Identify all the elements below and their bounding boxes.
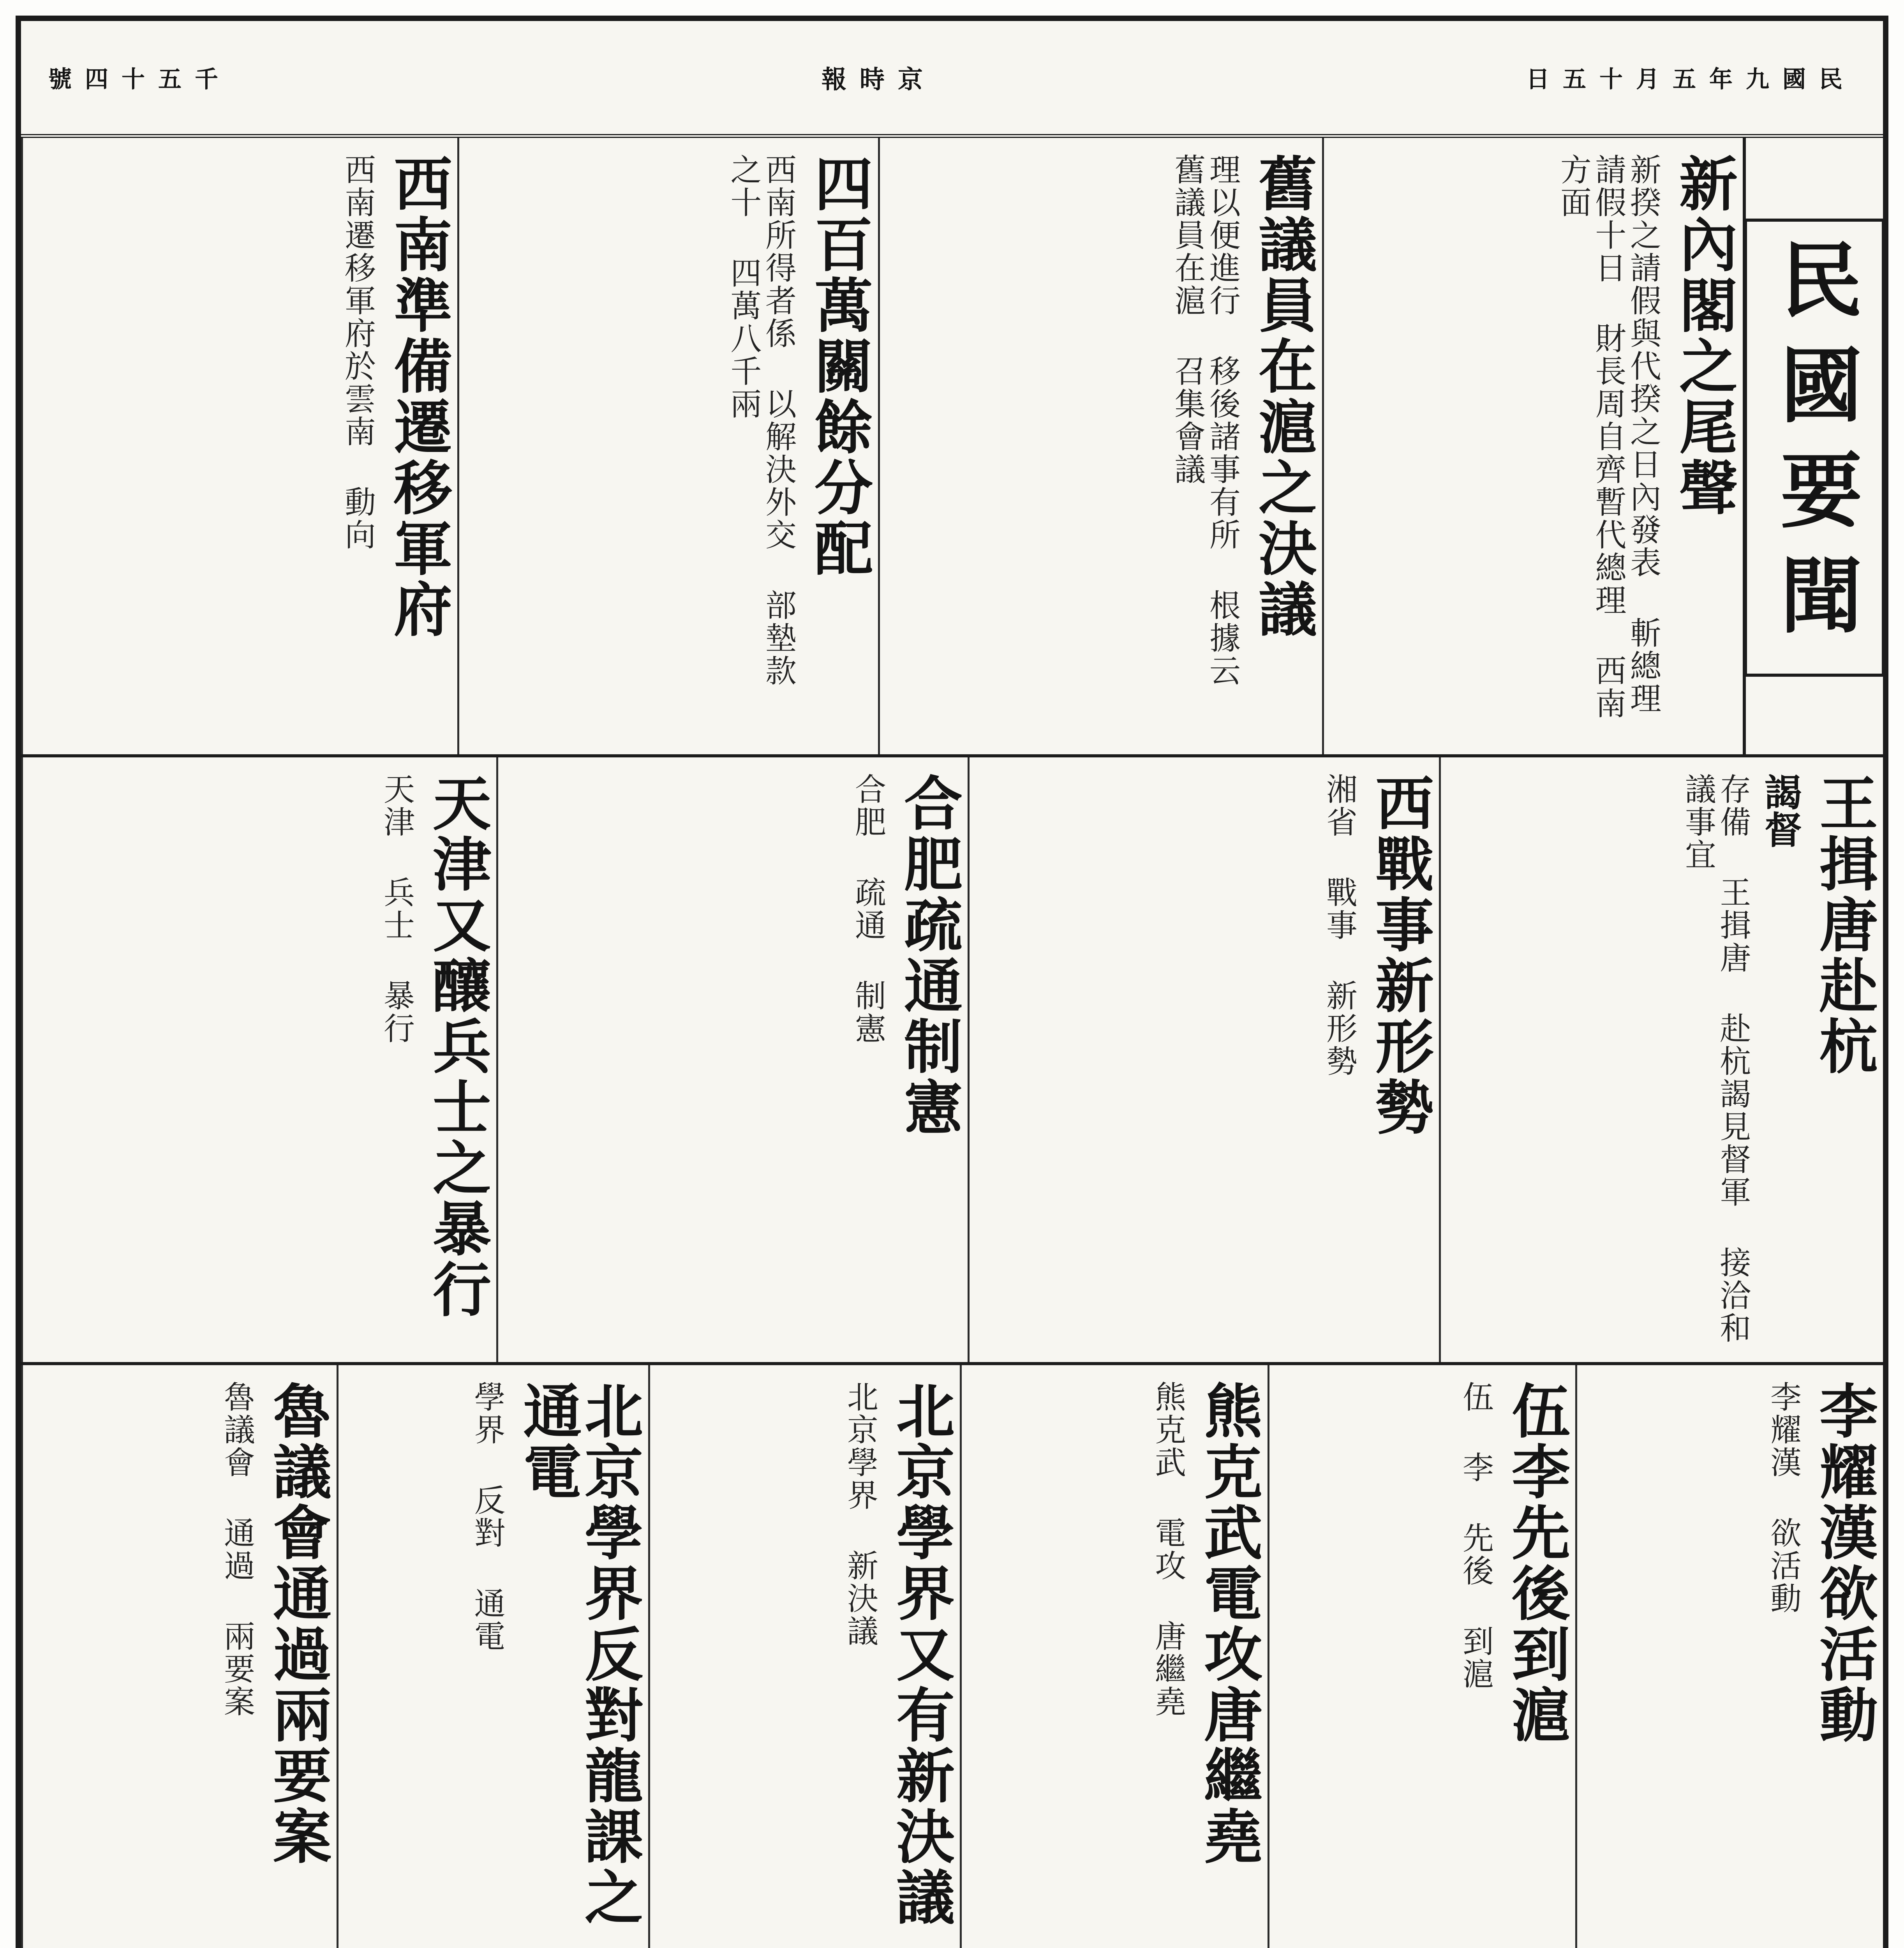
- band-3: [21, 1365, 1883, 1948]
- article-headline: 北京學界又有新決議: [886, 1381, 954, 1928]
- article-old-parliament: [878, 138, 1322, 754]
- article-body: 熊克武 電攻 唐繼堯: [1149, 1381, 1186, 1718]
- article-xiong-kewu: [960, 1365, 1268, 1948]
- article-headline: 新內閣之尾聲: [1669, 154, 1737, 518]
- article-subhead: 謁督: [1758, 773, 1802, 848]
- issue-date: 日五十月五年九國民: [1526, 66, 1856, 93]
- article-headline: 天津又釀兵士之暴行: [423, 773, 490, 1320]
- article-wu-li-shanghai: [1268, 1365, 1575, 1948]
- article-southwest-move: [21, 138, 457, 754]
- article-body: 合肥 疏通 制憲: [850, 773, 886, 1045]
- article-body: 李耀漢 欲活動: [1765, 1381, 1802, 1615]
- masthead: [21, 21, 1883, 138]
- article-headline: 李耀漢欲活動: [1809, 1381, 1877, 1745]
- article-body: 新揆之請假與代揆之日內發表 斬總理請假十日 財長周自齊暫代總理 西南方面: [1555, 154, 1661, 720]
- article-headline: 熊克武電攻唐繼堯: [1194, 1381, 1262, 1867]
- article-body: 西南遷移軍府於雲南 動向: [339, 154, 376, 551]
- article-body: 伍 李 先後 到滬: [1457, 1381, 1494, 1690]
- article-body: 理以便進行 移後諸事有所 根據云 舊議員在滬 召集會議: [1169, 154, 1241, 687]
- article-body: 北京學界 新決議: [842, 1381, 878, 1648]
- article-beijing-students: [648, 1365, 960, 1948]
- band-2: [21, 757, 1883, 1365]
- article-body: 湘省 戰事 新形勢: [1321, 773, 1357, 1078]
- paper-name: 報時京: [822, 65, 936, 94]
- article-li-yaohan: [1575, 1365, 1883, 1948]
- article-headline: 伍李先後到滬: [1502, 1381, 1569, 1745]
- section-title: 民國要聞: [1744, 219, 1885, 677]
- article-students-telegram: [337, 1365, 648, 1948]
- issue-number: 號四十五千: [48, 66, 231, 93]
- article-headline: 舊議員在滬之決議: [1248, 154, 1316, 640]
- article-hefei-constitution: [496, 757, 968, 1362]
- article-wang-yitang: [1439, 757, 1883, 1362]
- article-tianjin-soldiers: [21, 757, 496, 1362]
- article-body: 天津 兵士 暴行: [378, 773, 415, 1045]
- article-war-situation: [968, 757, 1439, 1362]
- article-headline: 西南準備遷移軍府: [384, 154, 451, 640]
- article-body: 西南所得者係 以解決外交 部墊款 之十 四萬八千兩: [725, 154, 797, 687]
- section-title-box: [1743, 138, 1883, 757]
- article-headline: 四百萬關餘分配: [804, 154, 872, 579]
- article-headline: 北京學界反對龍課之通電: [513, 1381, 642, 1928]
- article-body: 存備 王揖唐 赴杭謁見督軍 接洽和議事宜: [1680, 773, 1751, 1345]
- band-1: [21, 138, 1883, 757]
- newspaper-page: [16, 16, 1888, 1948]
- article-headline: 西戰事新形勢: [1365, 773, 1433, 1138]
- article-headline: 王揖唐赴杭: [1809, 773, 1877, 1077]
- article-grid: [21, 138, 1883, 1948]
- article-new-cabinet: [1322, 138, 1743, 754]
- article-headline: 魯議會通過兩要案: [263, 1381, 331, 1867]
- article-customs-surplus: [457, 138, 878, 754]
- article-headline: 合肥疏通制憲: [894, 773, 962, 1138]
- article-body: 學界 反對 通電: [469, 1381, 505, 1653]
- article-shandong-assembly: [21, 1365, 337, 1948]
- article-body: 魯議會 通過 兩要案: [219, 1381, 255, 1718]
